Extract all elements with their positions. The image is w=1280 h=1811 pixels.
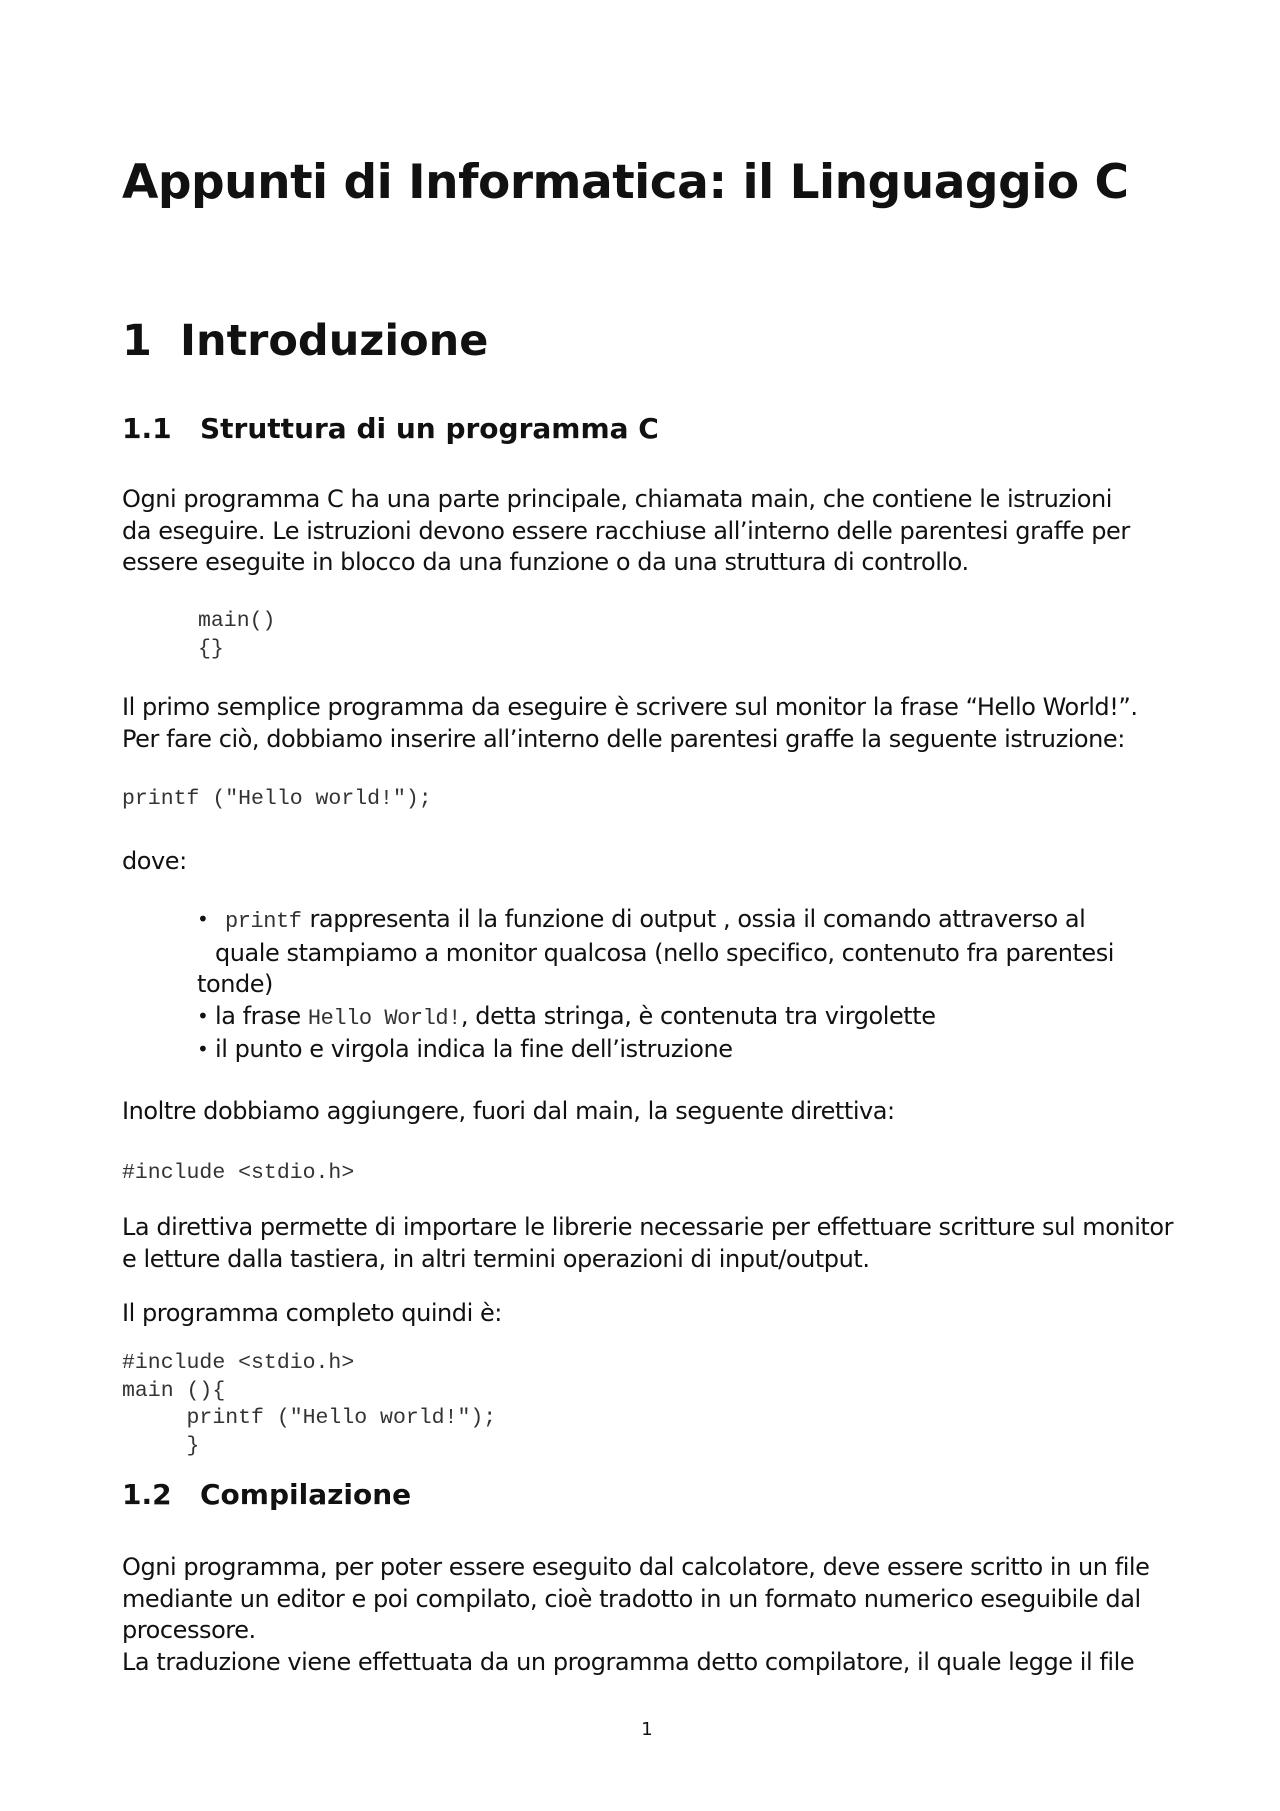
hello-paragraph <box>122 692 1138 755</box>
code-line: main() <box>198 609 276 633</box>
bullet-item-continuation <box>197 938 1114 970</box>
bullet-item-printf <box>197 904 1114 938</box>
bullet-text: , detta stringa, è contenuta tra virgolette <box>460 1001 936 1030</box>
text-line: Ogni programma, per poter essere eseguito dal calcolatore, deve essere scritto in un file <box>122 1553 1150 1581</box>
directive-paragraph: Inoltre dobbiamo aggiungere, fuori dal main, la seguente direttiva: <box>122 1097 895 1125</box>
text-line: da eseguire. Le istruzioni devono essere racchiuse all’interno delle parentesi graffe per <box>122 516 1130 545</box>
chapter-number: 1 <box>122 316 152 366</box>
text-line: processore. <box>122 1616 256 1644</box>
section-number: 1.2 <box>122 1478 172 1511</box>
bullet-icon: • <box>197 907 209 931</box>
bullet-item-semicolon <box>197 1034 1114 1066</box>
section-label: Struttura di un programma C <box>200 412 659 445</box>
bullet-list <box>197 904 1114 1066</box>
text-line: Il primo semplice programma da eseguire è scrivere sul monitor la frase “Hello World!”. <box>122 693 1138 721</box>
text-line: Ogni programma C ha una parte principale, chiamata main, che contiene le istruzioni <box>122 485 1112 513</box>
inline-code-printf: printf <box>225 909 302 934</box>
chapter-heading <box>122 316 488 366</box>
bullet-text: rappresenta il la funzione di output , ossia il comando attraverso al <box>309 905 1086 933</box>
text-line: essere eseguite in blocco da una funzione o da una struttura di controllo. <box>122 548 969 576</box>
bullet-text: tonde) <box>197 970 273 998</box>
complete-paragraph: Il programma completo quindi è: <box>122 1299 502 1327</box>
bullet-text: la frase <box>215 1001 308 1030</box>
bullet-text: il punto e virgola indica la fine dell’istruzione <box>215 1035 733 1063</box>
bullet-text: quale stampiamo a monitor qualcosa (nello specifico, contenuto fra parentesi <box>215 938 1114 967</box>
bullet-icon: • <box>197 1003 209 1028</box>
dove-label: dove: <box>122 847 187 875</box>
code-line: main (){ <box>122 1378 226 1403</box>
document-title: Appunti di Informatica: il Linguaggio C <box>122 155 1129 210</box>
bullet-item-continuation <box>197 969 1114 1001</box>
text-line: La direttiva permette di importare le librerie necessarie per effettuare scritture sul monitor <box>122 1213 1174 1241</box>
text-line: e letture dalla tastiera, in altri termini operazioni di input/output. <box>122 1244 870 1273</box>
section-heading-1-1 <box>122 412 659 445</box>
text-line: Per fare ciò, dobbiamo inserire all’interno delle parentesi graffe la seguente istruzione: <box>122 724 1125 753</box>
page-number: 1 <box>641 1719 653 1740</box>
section-heading-1-2 <box>122 1478 411 1511</box>
section-number: 1.1 <box>122 412 172 445</box>
library-paragraph <box>122 1212 1173 1275</box>
code-include: #include <stdio.h> <box>122 1161 355 1185</box>
section-label: Compilazione <box>200 1478 412 1511</box>
intro-paragraph <box>122 484 1130 579</box>
code-block-complete <box>122 1350 496 1460</box>
code-line: #include <stdio.h> <box>122 1351 355 1375</box>
text-line: mediante un editor e poi compilato, cioè tradotto in un formato numerico eseguibile dal <box>122 1584 1141 1613</box>
code-line: {} <box>198 636 224 661</box>
code-line: } <box>122 1433 200 1458</box>
code-printf: printf ("Hello world!"); <box>122 787 432 811</box>
code-block-main <box>198 608 275 663</box>
bullet-item-hello <box>197 1001 1114 1035</box>
text-line: La traduzione viene effettuata da un programma detto compilatore, il quale legge il file <box>122 1647 1135 1676</box>
chapter-label: Introduzione <box>180 316 489 366</box>
bullet-icon: • <box>197 1037 209 1061</box>
code-line: printf ("Hello world!"); <box>122 1406 497 1430</box>
inline-code-hello-world: Hello World! <box>307 1005 461 1031</box>
compilation-paragraph <box>122 1552 1149 1678</box>
